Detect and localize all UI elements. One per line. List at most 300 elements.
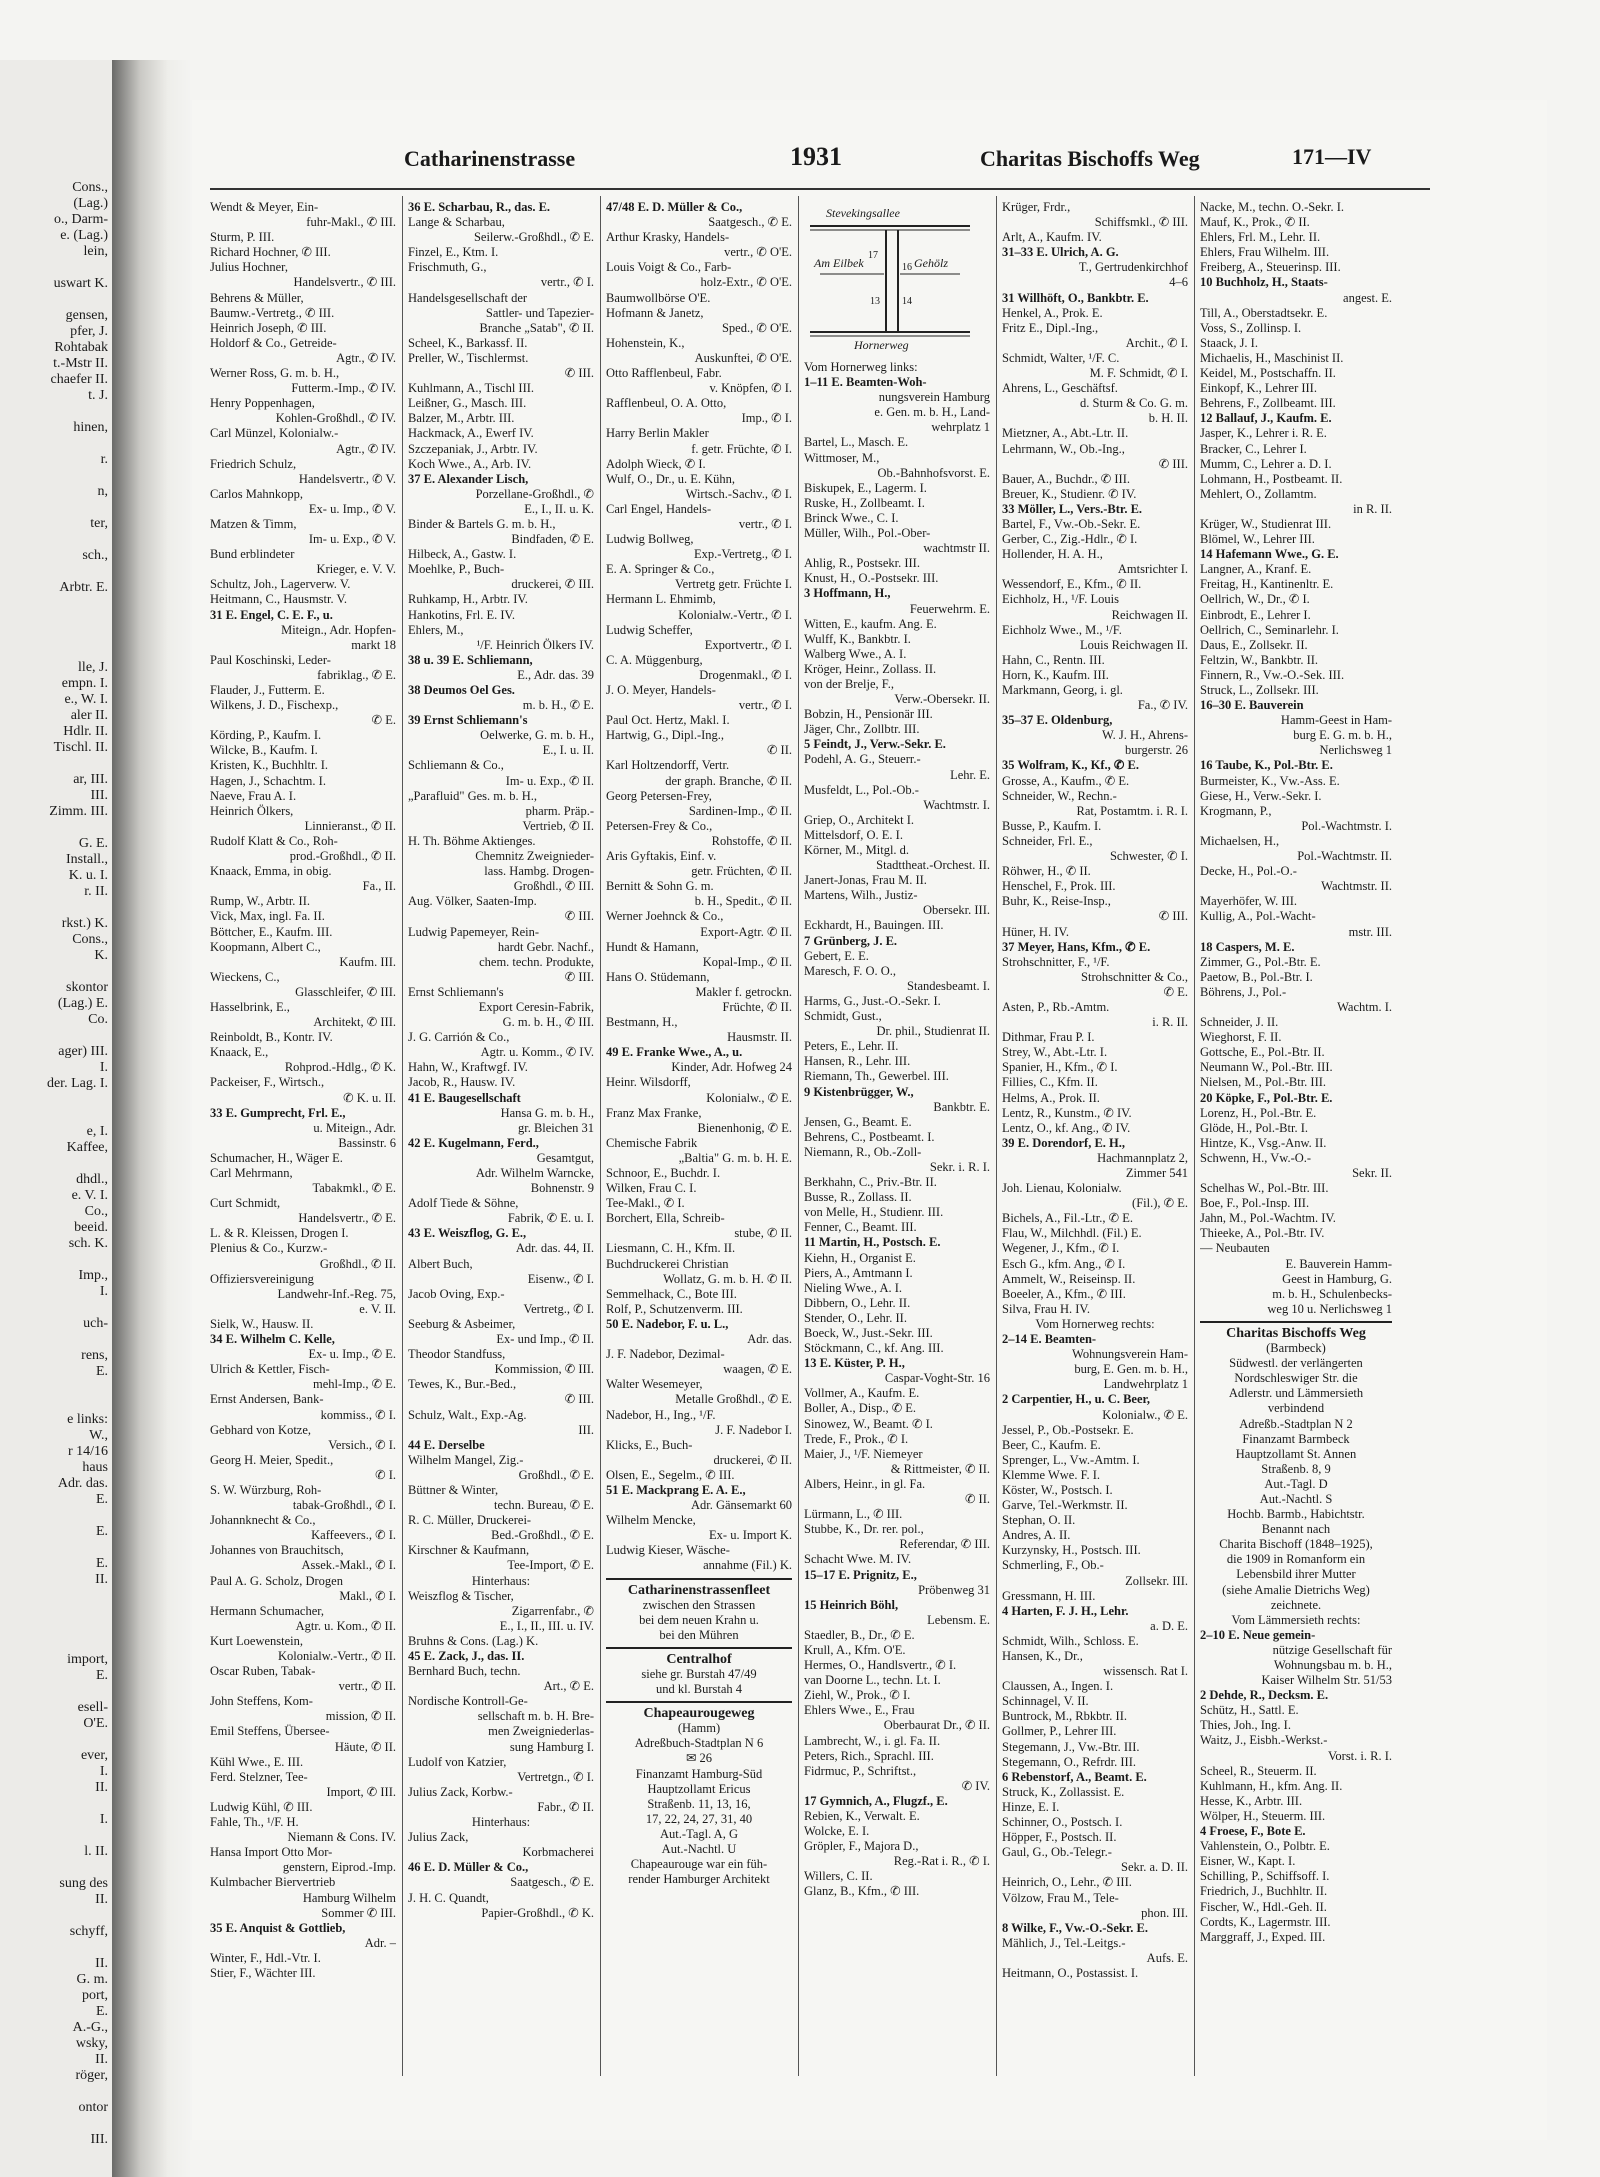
directory-entry: Jäger, Chr., Zollbtr. III. bbox=[804, 722, 920, 737]
directory-entry: Heinrich, O., Lehr., ✆ III. bbox=[1002, 1875, 1132, 1890]
street-description: Hauptzollamt St. Annen bbox=[1235, 1446, 1357, 1461]
directory-entry: Borchert, Ella, Schreib- bbox=[606, 1211, 725, 1226]
house-number-entry: 42 E. Kugelmann, Ferd., bbox=[408, 1135, 539, 1150]
left-fragment-line bbox=[0, 1508, 108, 1524]
directory-entry: Horn, K., Kaufm. III. bbox=[1002, 667, 1109, 682]
directory-entry: Bruhns & Cons. (Lag.) K. bbox=[408, 1633, 539, 1648]
directory-entry-continuation: weg 10 u. Nerlichsweg 1 bbox=[1267, 1301, 1392, 1316]
street-heading: Catharinenstrassenfleet bbox=[606, 1578, 792, 1598]
house-number-entry: 17 Gymnich, A., Flugzf., E. bbox=[804, 1793, 948, 1808]
left-fragment-line bbox=[0, 1620, 108, 1636]
directory-entry-continuation: III. bbox=[578, 1422, 594, 1437]
directory-entry: Otto Rafflenbeul, Fabr. bbox=[606, 366, 722, 381]
directory-entry: Reinboldt, B., Kontr. IV. bbox=[210, 1030, 333, 1045]
directory-entry-continuation: Adr. – bbox=[364, 1935, 396, 1950]
street-description: Adreßb.-Stadtplan N 2 bbox=[1239, 1416, 1353, 1431]
directory-entry: Schumacher, H., Wäger E. bbox=[210, 1150, 343, 1165]
directory-entry-continuation: holz-Extr., ✆ O'E. bbox=[700, 275, 792, 290]
directory-entry: Hermann Schumacher, bbox=[210, 1603, 325, 1618]
directory-entry-continuation: ✆ III. bbox=[564, 1392, 594, 1407]
directory-entry: Arlt, A., Kaufm. IV. bbox=[1002, 230, 1102, 245]
column-divider bbox=[402, 196, 403, 2076]
directory-entry: Joh. Lienau, Kolonialw. bbox=[1002, 1181, 1122, 1196]
directory-entry: Stöckmann, C., kf. Ang. III. bbox=[804, 1341, 944, 1356]
directory-entry: Gröpler, F., Majora D., bbox=[804, 1839, 919, 1854]
directory-entry: Kuhlmann, H., kfm. Ang. II. bbox=[1200, 1778, 1343, 1793]
left-fragment-line: rens, bbox=[81, 1348, 108, 1363]
directory-entry: Buchdruckerei Christian bbox=[606, 1256, 729, 1271]
street-description: Chapeaurouge war ein füh- bbox=[630, 1857, 768, 1872]
directory-entry: Köster, W., Postsch. I. bbox=[1002, 1482, 1113, 1497]
directory-entry-continuation: Wollatz, G. m. b. H. ✆ II. bbox=[663, 1271, 792, 1286]
directory-entry-continuation: ✆ III. bbox=[1158, 456, 1188, 471]
section-note: Vom Lämmersieth rechts: bbox=[1231, 1612, 1361, 1627]
directory-entry-continuation: men Zweigniederlas- bbox=[488, 1724, 594, 1739]
directory-entry: Andres, A. II. bbox=[1002, 1528, 1071, 1543]
left-fragment-line: Imp., bbox=[78, 1268, 108, 1283]
directory-entry-continuation: mstr. III. bbox=[1348, 924, 1392, 939]
directory-entry-continuation: fuhr-Makl., ✆ III. bbox=[306, 215, 396, 230]
house-number-entry: 33 Möller, L., Vers.-Btr. E. bbox=[1002, 501, 1143, 516]
left-fragment-line: uch- bbox=[83, 1316, 108, 1331]
left-page-text bbox=[0, 180, 108, 2148]
map-house-number: 14 bbox=[902, 296, 912, 307]
directory-entry-continuation: Branche „Satab", ✆ II. bbox=[479, 320, 594, 335]
directory-entry: S. W. Würzburg, Roh- bbox=[210, 1482, 322, 1497]
directory-entry: Packeiser, F., Wirtsch., bbox=[210, 1075, 325, 1090]
directory-entry: Louis Voigt & Co., Farb- bbox=[606, 260, 732, 275]
street-description: Aut.-Nachtl. U bbox=[661, 1842, 737, 1857]
left-fragment-line: e links: bbox=[67, 1412, 108, 1427]
left-fragment-line bbox=[0, 644, 108, 660]
directory-entry: Wulff, K., Bankbtr. I. bbox=[804, 631, 911, 646]
directory-entry: Schinner, O., Postsch. I. bbox=[1002, 1815, 1123, 1830]
directory-entry: Carl Mehrmann, bbox=[210, 1166, 293, 1180]
directory-entry-continuation: burgerstr. 26 bbox=[1125, 743, 1188, 758]
directory-entry-continuation: Saatgesch., ✆ E. bbox=[708, 215, 792, 230]
directory-entry: Johannknecht & Co., bbox=[210, 1513, 316, 1528]
house-number-entry: 11 Martin, H., Postsch. E. bbox=[804, 1235, 941, 1250]
directory-entry: Wulf, O., Dr., u. E. Kühn, bbox=[606, 471, 735, 486]
directory-entry-continuation: ✆ E. bbox=[1163, 984, 1188, 999]
house-number-entry: 39 E. Dorendorf, E. H., bbox=[1002, 1135, 1126, 1150]
directory-entry: Marggraff, J., Exped. III. bbox=[1200, 1929, 1326, 1944]
directory-entry-continuation: Hachmannplatz 2, bbox=[1097, 1150, 1188, 1165]
directory-entry-continuation: Vorst. i. R. I. bbox=[1327, 1748, 1392, 1763]
directory-entry-continuation: Kolonialw.-Vertr., ✆ II. bbox=[278, 1649, 396, 1663]
directory-entry: Dithmar, Frau P. I. bbox=[1002, 1030, 1095, 1045]
street-description: Benannt nach bbox=[1261, 1522, 1331, 1537]
directory-entry: Fahle, Th., ¹/F. H. bbox=[210, 1815, 299, 1830]
directory-entry-continuation: u. Miteign., Adr. bbox=[313, 1120, 396, 1135]
directory-entry-continuation: Art., ✆ E. bbox=[543, 1679, 594, 1694]
street-description: Aut.-Nachtl. S bbox=[1259, 1491, 1333, 1506]
directory-entry: Klicks, E., Buch- bbox=[606, 1437, 693, 1452]
street-description: bei den Mühren bbox=[659, 1627, 739, 1642]
directory-entry: Ludwig Kühl, ✆ III. bbox=[210, 1799, 313, 1814]
directory-entry-continuation: Ex- u. Imp., ✆ E. bbox=[308, 1347, 396, 1362]
directory-entry-continuation: Vertretg getr. Früchte I. bbox=[675, 577, 792, 592]
directory-entry: Schultz, Joh., Lagerverw. V. bbox=[210, 577, 351, 592]
directory-entry: Mayerhöfer, W. III. bbox=[1200, 894, 1298, 909]
directory-entry: Curt Schmidt, bbox=[210, 1196, 281, 1211]
directory-entry: Ulrich & Kettler, Fisch- bbox=[210, 1362, 330, 1377]
directory-entry-continuation: Sekr. a. D. II. bbox=[1121, 1860, 1188, 1875]
left-fragment-line: beeid. bbox=[74, 1220, 108, 1235]
directory-entry-continuation: Hansa G. m. b. H., bbox=[500, 1105, 594, 1120]
directory-entry: Mumm, C., Lehrer a. D. I. bbox=[1200, 456, 1332, 471]
street-location-map bbox=[810, 204, 980, 354]
directory-entry-continuation: Makler f. getrockn. bbox=[695, 984, 792, 999]
directory-entry-continuation: Fa., II. bbox=[362, 879, 396, 894]
left-fragment-line bbox=[0, 2084, 108, 2100]
map-house-number: 13 bbox=[870, 296, 880, 307]
directory-entry: Julius Zack, Korbw.- bbox=[408, 1784, 513, 1799]
directory-entry: Stubbe, K., Dr. rer. pol., bbox=[804, 1522, 924, 1537]
house-number-entry: 8 Wilke, F., Vw.-O.-Sekr. E. bbox=[1002, 1920, 1148, 1935]
directory-entry-continuation: Imp., ✆ I. bbox=[741, 411, 792, 426]
directory-entry: Ernst Schliemann's bbox=[408, 984, 504, 999]
directory-entry-continuation: Wohnungsbau m. b. H., bbox=[1273, 1658, 1392, 1672]
directory-entry: Kurt Loewenstein, bbox=[210, 1633, 304, 1648]
directory-entry-continuation: Fa., ✆ IV. bbox=[1137, 698, 1188, 713]
directory-entry: Nadebor, H., Ing., ¹/F. bbox=[606, 1407, 716, 1422]
directory-entry: H. Th. Böhme Aktienges. bbox=[408, 833, 536, 848]
map-label-right: Gehölz bbox=[914, 256, 948, 270]
house-number-entry: 44 E. Derselbe bbox=[408, 1437, 485, 1452]
directory-entry: Eichholz Wwe., M., ¹/F. bbox=[1002, 622, 1122, 637]
house-number-entry: 45 E. Zack, J., das. II. bbox=[408, 1649, 525, 1663]
directory-entry-continuation: Landwehr-Inf.-Reg. 75, bbox=[277, 1286, 396, 1301]
directory-entry-continuation: Sped., ✆ O'E. bbox=[721, 320, 792, 335]
street-heading: Chapeaurougeweg bbox=[606, 1701, 792, 1721]
directory-entry: Seeburg & Asbeimer, bbox=[408, 1316, 516, 1331]
directory-entry-continuation: Kopal-Imp., ✆ II. bbox=[702, 954, 792, 969]
directory-entry-continuation: Gesamtgut, bbox=[536, 1150, 594, 1165]
directory-entry: Hartwig, G., Dipl.-Ing., bbox=[606, 728, 725, 743]
directory-entry-continuation: f. getr. Früchte, ✆ I. bbox=[691, 441, 792, 456]
directory-entry: Wilcke, B., Kaufm. I. bbox=[210, 743, 318, 758]
directory-entry-continuation: Korbmacherei bbox=[522, 1845, 594, 1860]
directory-entry: Gaul, G., Ob.-Telegr.- bbox=[1002, 1845, 1112, 1860]
directory-entry: Eisner, W., Kapt. I. bbox=[1200, 1854, 1296, 1869]
directory-entry: Beer, C., Kaufm. E. bbox=[1002, 1437, 1101, 1452]
directory-entry-continuation: v. Knöpfen, ✆ I. bbox=[709, 381, 792, 396]
directory-entry: Ehlers, M., bbox=[408, 622, 464, 637]
house-number-entry: 47/48 E. D. Müller & Co., bbox=[606, 200, 743, 214]
directory-entry-continuation: burg E. G. m. b. H., bbox=[1293, 728, 1392, 743]
directory-entry: Heinrich Ölkers, bbox=[210, 803, 294, 818]
directory-entry: Henkel, A., Prok. E. bbox=[1002, 305, 1103, 320]
map-label-left: Am Eilbek bbox=[814, 256, 864, 270]
directory-entry-continuation: Drogenmakl., ✆ I. bbox=[699, 667, 792, 682]
house-number-entry: 39 Ernst Schliemann's bbox=[408, 713, 528, 728]
left-fragment-line bbox=[0, 292, 108, 308]
directory-entry: Glöde, H., Pol.-Btr. I. bbox=[1200, 1120, 1308, 1135]
directory-entry: Thies, Joh., Ing. I. bbox=[1200, 1718, 1291, 1733]
left-fragment-line bbox=[0, 1252, 108, 1268]
left-fragment-line: O'E. bbox=[83, 1716, 108, 1731]
directory-entry: Bauer, A., Buchdr., ✆ III. bbox=[1002, 471, 1131, 486]
directory-entry: J. G. Carrión & Co., bbox=[408, 1030, 510, 1045]
directory-entry: Fenner, C., Beamt. III. bbox=[804, 1220, 917, 1235]
left-fragment-line: import, bbox=[67, 1652, 108, 1667]
house-number-entry: 13 E. Küster, P. H., bbox=[804, 1356, 905, 1371]
directory-entry: Maier, J., ¹/F. Niemeyer bbox=[804, 1446, 923, 1461]
directory-entry: Silva, Frau H. IV. bbox=[1002, 1301, 1090, 1316]
directory-entry-continuation: Ex- und Imp., ✆ II. bbox=[496, 1332, 594, 1347]
directory-entry-continuation: Eisenw., ✆ I. bbox=[527, 1271, 594, 1286]
directory-entry: Staedler, B., Dr., ✆ E. bbox=[804, 1627, 915, 1642]
directory-entry: Scheel, K., Barkassf. II. bbox=[408, 335, 528, 350]
directory-entry-continuation: b. H. II. bbox=[1148, 411, 1188, 426]
directory-entry-continuation: Niemann & Cons. IV. bbox=[287, 1830, 396, 1845]
directory-entry: Struck, K., Zollassist. E. bbox=[1002, 1784, 1125, 1799]
directory-entry-continuation: Export-Agtr. ✆ II. bbox=[700, 924, 792, 939]
street-description: Straßenb. 8, 9 bbox=[1261, 1461, 1331, 1476]
house-number-entry: 2–10 E. Neue gemein- bbox=[1200, 1627, 1316, 1642]
directory-entry: Krüger, W., Studienrat III. bbox=[1200, 516, 1332, 531]
left-fragment-line: Tischl. II. bbox=[53, 740, 108, 755]
directory-entry-continuation: Import, ✆ III. bbox=[326, 1784, 396, 1799]
directory-entry: Harms, G., Just.-O.-Sekr. I. bbox=[804, 993, 941, 1008]
directory-entry: Peters, Rich., Sprachl. III. bbox=[804, 1748, 934, 1763]
directory-entry: Podehl, A. G., Steuerr.- bbox=[804, 752, 921, 767]
directory-entry: Wilken, Frau C. I. bbox=[606, 1181, 697, 1196]
left-fragment-line bbox=[0, 1796, 108, 1812]
directory-entry: Piers, A., Amtmann I. bbox=[804, 1265, 913, 1280]
directory-entry-continuation: i. R. II. bbox=[1152, 1015, 1188, 1030]
directory-entry-continuation: E., I. u. II. bbox=[542, 743, 594, 758]
directory-entry-continuation: hardt Gebr. Nachf., bbox=[497, 939, 594, 954]
directory-entry: Lürmann, L., ✆ III. bbox=[804, 1507, 903, 1522]
directory-entry: Stegemann, O., Refrdr. III. bbox=[1002, 1754, 1136, 1769]
directory-entry: Naeve, Frau A. I. bbox=[210, 788, 297, 803]
directory-entry: L. & R. Kleissen, Drogen I. bbox=[210, 1226, 349, 1241]
directory-entry-continuation: vertr., ✆ I. bbox=[540, 275, 594, 290]
directory-entry: Boe, F., Pol.-Insp. III. bbox=[1200, 1196, 1310, 1211]
left-fragment-line: (Lag.) bbox=[73, 196, 108, 211]
directory-entry-continuation: Zimmer 541 bbox=[1125, 1166, 1188, 1180]
directory-entry: Tewes, K., Bur.-Bed., bbox=[408, 1377, 517, 1392]
directory-entry-continuation: annahme (Fil.) K. bbox=[703, 1558, 792, 1573]
map-label-bottom: Hornerweg bbox=[854, 338, 909, 352]
directory-entry-continuation: Obersekr. III. bbox=[923, 903, 990, 918]
house-number-entry: 3 Hoffmann, H., bbox=[804, 586, 891, 601]
house-number-entry: 33 E. Gumprecht, Frl. E., bbox=[210, 1105, 346, 1120]
directory-entry: Kuhlmann, A., Tischl III. bbox=[408, 381, 535, 396]
directory-entry-continuation: Agtr. u. Komm., ✆ IV. bbox=[480, 1045, 594, 1060]
directory-entry: Baumw.-Vertretg., ✆ III. bbox=[210, 305, 335, 320]
directory-entry: Knaack, E., bbox=[210, 1045, 269, 1060]
directory-entry: Tee-Makl., ✆ I. bbox=[606, 1196, 685, 1211]
directory-entry-continuation: Pröbenweg 31 bbox=[918, 1582, 990, 1597]
directory-entry-continuation: Exp.-Vertretg., ✆ I. bbox=[694, 547, 792, 562]
directory-entry: Werner Joehnck & Co., bbox=[606, 909, 724, 924]
directory-entry: Knust, H., O.-Postsekr. III. bbox=[804, 571, 939, 586]
directory-entry: Wolcke, E. I. bbox=[804, 1824, 870, 1839]
directory-entry-continuation: Hausmstr. II. bbox=[727, 1030, 792, 1045]
directory-entry-continuation: fabriklag., ✆ E. bbox=[317, 667, 396, 682]
directory-entry: Brinck Wwe., C. I. bbox=[804, 510, 899, 525]
left-fragment-line bbox=[0, 1732, 108, 1748]
house-number-entry: 35 E. Anquist & Gottlieb, bbox=[210, 1920, 346, 1935]
street-description: Finanzamt Barmbeck bbox=[1242, 1431, 1350, 1446]
directory-entry-continuation: Rohstoffe, ✆ II. bbox=[711, 833, 792, 848]
directory-entry-continuation: Exportvertr., ✆ I. bbox=[704, 637, 792, 652]
directory-entry: Nieling Wwe., A. I. bbox=[804, 1280, 903, 1295]
directory-entry: Hermes, O., Handlsvertr., ✆ I. bbox=[804, 1658, 957, 1673]
directory-entry: Frischmuth, G., bbox=[408, 260, 487, 275]
directory-entry-continuation: Sardinen-Imp., ✆ II. bbox=[688, 803, 792, 818]
street-description: die 1909 in Romanform ein bbox=[1226, 1552, 1366, 1567]
directory-entry: Heitmann, O., Postassist. I. bbox=[1002, 1965, 1139, 1980]
directory-entry-continuation: chem. techn. Produkte, bbox=[479, 954, 594, 969]
directory-entry: Matzen & Timm, bbox=[210, 516, 297, 531]
directory-entry-continuation: Kommission, ✆ III. bbox=[494, 1362, 594, 1377]
directory-entry: Moehlke, P., Buch- bbox=[408, 562, 505, 577]
left-fragment-line bbox=[0, 1860, 108, 1876]
directory-entry: Ruhkamp, H., Arbtr. IV. bbox=[408, 592, 528, 607]
left-fragment-line: e. (Lag.) bbox=[60, 228, 108, 243]
directory-entry-continuation: Papier-Großhdl., ✆ K. bbox=[481, 1905, 594, 1920]
directory-entry-continuation: Rat, Postamtm. i. R. I. bbox=[1076, 803, 1188, 818]
column-divider bbox=[798, 196, 799, 2076]
directory-entry-continuation: burg, E. Gen. m. b. H., bbox=[1074, 1362, 1188, 1377]
left-fragment-line: sch., bbox=[82, 548, 108, 563]
directory-entry: Flauder, J., Futterm. E. bbox=[210, 683, 325, 697]
house-number-entry: 18 Caspers, M. E. bbox=[1200, 939, 1295, 954]
directory-entry: Albert Buch, bbox=[408, 1256, 473, 1271]
directory-entry-continuation: druckerei, ✆ II. bbox=[713, 1452, 792, 1467]
directory-entry-continuation: wissensch. Rat I. bbox=[1103, 1664, 1188, 1679]
directory-entry: Holdorf & Co., Getreide- bbox=[210, 335, 337, 350]
directory-entry-continuation: der graph. Branche, ✆ II. bbox=[665, 773, 792, 788]
directory-entry: Schnoor, E., Buchdr. I. bbox=[606, 1166, 721, 1180]
directory-entry-continuation: Assek.-Makl., ✆ I. bbox=[301, 1558, 396, 1573]
street-description: Aut.-Tagl. A, G bbox=[660, 1826, 738, 1841]
directory-entry-continuation: pharm. Präp.- bbox=[525, 803, 594, 818]
directory-entry: Ziehl, W., Prok., ✆ I. bbox=[804, 1688, 911, 1703]
directory-entry-continuation: Kohlen-Großhdl., ✆ IV. bbox=[275, 411, 396, 426]
directory-entry: Petersen-Frey & Co., bbox=[606, 818, 713, 833]
directory-entry-continuation: Feuerwehrm. E. bbox=[909, 601, 990, 616]
directory-entry: Waitz, J., Eisbh.-Werkst.- bbox=[1200, 1733, 1328, 1748]
left-fragment-line bbox=[0, 820, 108, 836]
directory-entry: Johannes von Brauchitsch, bbox=[210, 1543, 344, 1558]
directory-entry: Körding, P., Kaufm. I. bbox=[210, 728, 322, 743]
directory-entry: Lentz, R., Kunstm., ✆ IV. bbox=[1002, 1105, 1132, 1120]
left-fragment-line: wsky, bbox=[75, 2036, 108, 2051]
directory-entry: Finnern, R., Vw.-O.-Sek. III. bbox=[1200, 667, 1345, 682]
directory-entry: Schmidt, Walter, ¹/F. C. bbox=[1002, 350, 1120, 365]
directory-entry: — Neubauten bbox=[1200, 1241, 1270, 1256]
directory-entry: Bernhard Buch, techn. bbox=[408, 1664, 521, 1679]
left-fragment-line bbox=[0, 900, 108, 916]
directory-entry: R. C. Müller, Druckerei- bbox=[408, 1513, 532, 1528]
left-fragment-line: G. m. bbox=[76, 1972, 108, 1987]
directory-entry: Sielk, W., Hausw. II. bbox=[210, 1316, 314, 1331]
directory-entry: Rafflenbeul, O. A. Otto, bbox=[606, 396, 727, 411]
directory-entry: Helms, A., Prok. II. bbox=[1002, 1090, 1100, 1105]
house-number-entry: 31 E. Engel, C. E. F., u. bbox=[210, 607, 333, 622]
directory-entry: Cordts, K., Lagermstr. III. bbox=[1200, 1914, 1331, 1929]
left-fragment-line: E. bbox=[95, 1364, 108, 1379]
left-fragment-line: Install., bbox=[66, 852, 108, 867]
directory-entry: Adolf Tiede & Söhne, bbox=[408, 1196, 519, 1211]
directory-entry: Handelsgesellschaft der bbox=[408, 290, 528, 305]
street-description: Nordschleswiger Str. die bbox=[1234, 1371, 1358, 1386]
house-number-entry: 15 Heinrich Böhl, bbox=[804, 1597, 899, 1612]
directory-entry-continuation: Adr. Wilhelm Warncke, bbox=[475, 1166, 594, 1180]
directory-entry-continuation: Makl., ✆ I. bbox=[339, 1588, 396, 1603]
directory-entry-continuation: gr. Bleichen 31 bbox=[517, 1120, 594, 1135]
directory-entry-continuation: Landwehrplatz 1 bbox=[1103, 1377, 1188, 1392]
house-number-entry: 37 E. Alexander Lisch, bbox=[408, 471, 529, 486]
directory-entry-continuation: Seilerw.-Großhdl., ✆ E. bbox=[473, 230, 594, 245]
left-fragment-line bbox=[0, 436, 108, 452]
directory-entry: Paul Koschinski, Leder- bbox=[210, 652, 331, 667]
directory-entry: Gerber, C., Zig.-Hdlr., ✆ I. bbox=[1002, 532, 1138, 547]
house-number-entry: 38 Deumos Oel Ges. bbox=[408, 683, 515, 697]
directory-entry: Fischer, W., Hdl.-Geh. II. bbox=[1200, 1899, 1327, 1914]
directory-entry: Schneider, W., Rechn.- bbox=[1002, 788, 1117, 803]
left-fragment-line: haus bbox=[82, 1460, 108, 1475]
left-fragment-line: dhdl., bbox=[76, 1172, 108, 1187]
left-fragment-line: sch. K. bbox=[68, 1236, 108, 1251]
left-fragment-line: port, bbox=[81, 1988, 108, 2003]
directory-entry: Zimmer, G., Pol.-Btr. E. bbox=[1200, 954, 1321, 969]
directory-entry: Hansa Import Otto Mor- bbox=[210, 1845, 333, 1860]
directory-entry: Körner, M., Mitgl. d. bbox=[804, 843, 910, 857]
directory-entry-continuation: Agtr., ✆ IV. bbox=[336, 441, 396, 456]
directory-entry: Friedrich Schulz, bbox=[210, 456, 297, 471]
directory-entry: Strey, W., Abt.-Ltr. I. bbox=[1002, 1045, 1108, 1060]
directory-entry: Spanier, H., Kfm., ✆ I. bbox=[1002, 1060, 1118, 1075]
directory-entry: Esch G., kfm. Ang., ✆ I. bbox=[1002, 1256, 1126, 1271]
directory-entry-continuation: Adr. Gänsemarkt 60 bbox=[690, 1498, 792, 1513]
house-number-entry: 36 E. Scharbau, R., das. E. bbox=[408, 200, 551, 214]
directory-entry: Boeeler, A., Kfm., ✆ III. bbox=[1002, 1286, 1126, 1301]
directory-entry: Gottsche, E., Pol.-Btr. II. bbox=[1200, 1045, 1325, 1060]
directory-entry: Binder & Bartels G. m. b. H., bbox=[408, 516, 556, 531]
directory-entry: Plenius & Co., Kurzw.- bbox=[210, 1241, 328, 1256]
directory-entry-continuation: Agtr., ✆ IV. bbox=[336, 350, 396, 365]
directory-entry-continuation: ✆ III. bbox=[564, 909, 594, 924]
directory-entry: Hahn, W., Kraftwgf. IV. bbox=[408, 1060, 528, 1075]
directory-entry-continuation: Oelwerke, G. m. b. H., bbox=[480, 728, 594, 743]
directory-entry: Schmidt, Gust., bbox=[804, 1009, 882, 1024]
directory-entry: Jasper, K., Lehrer i. R. E. bbox=[1200, 426, 1327, 441]
street-description: siehe gr. Burstah 47/49 bbox=[641, 1667, 757, 1681]
directory-entry-continuation: Kaffeevers., ✆ I. bbox=[311, 1528, 396, 1543]
directory-entry: Böhrens, J., Pol.- bbox=[1200, 984, 1287, 999]
directory-entry-continuation: Hamm-Geest in Ham- bbox=[1280, 713, 1392, 728]
directory-entry: Rudolf Klatt & Co., Roh- bbox=[210, 833, 338, 848]
left-fragment-line bbox=[0, 1636, 108, 1652]
directory-entry: Buhr, K., Reise-Insp., bbox=[1002, 894, 1111, 909]
left-fragment-line: lein, bbox=[83, 244, 108, 259]
left-fragment-line: empn. I. bbox=[61, 676, 108, 691]
left-fragment-line bbox=[0, 1684, 108, 1700]
directory-entry-continuation: ✆ IV. bbox=[961, 1778, 990, 1793]
directory-entry: Höpper, F., Postsch. II. bbox=[1002, 1830, 1117, 1845]
directory-column-5 bbox=[1002, 200, 1188, 1981]
directory-entry: Adolph Wieck, ✆ I. bbox=[606, 456, 706, 471]
directory-entry: Fidrmuc, P., Schriftst., bbox=[804, 1763, 917, 1778]
directory-entry: Wessendorf, E., Kfm., ✆ II. bbox=[1002, 577, 1142, 592]
directory-entry-continuation: Lehr. E. bbox=[950, 767, 990, 782]
